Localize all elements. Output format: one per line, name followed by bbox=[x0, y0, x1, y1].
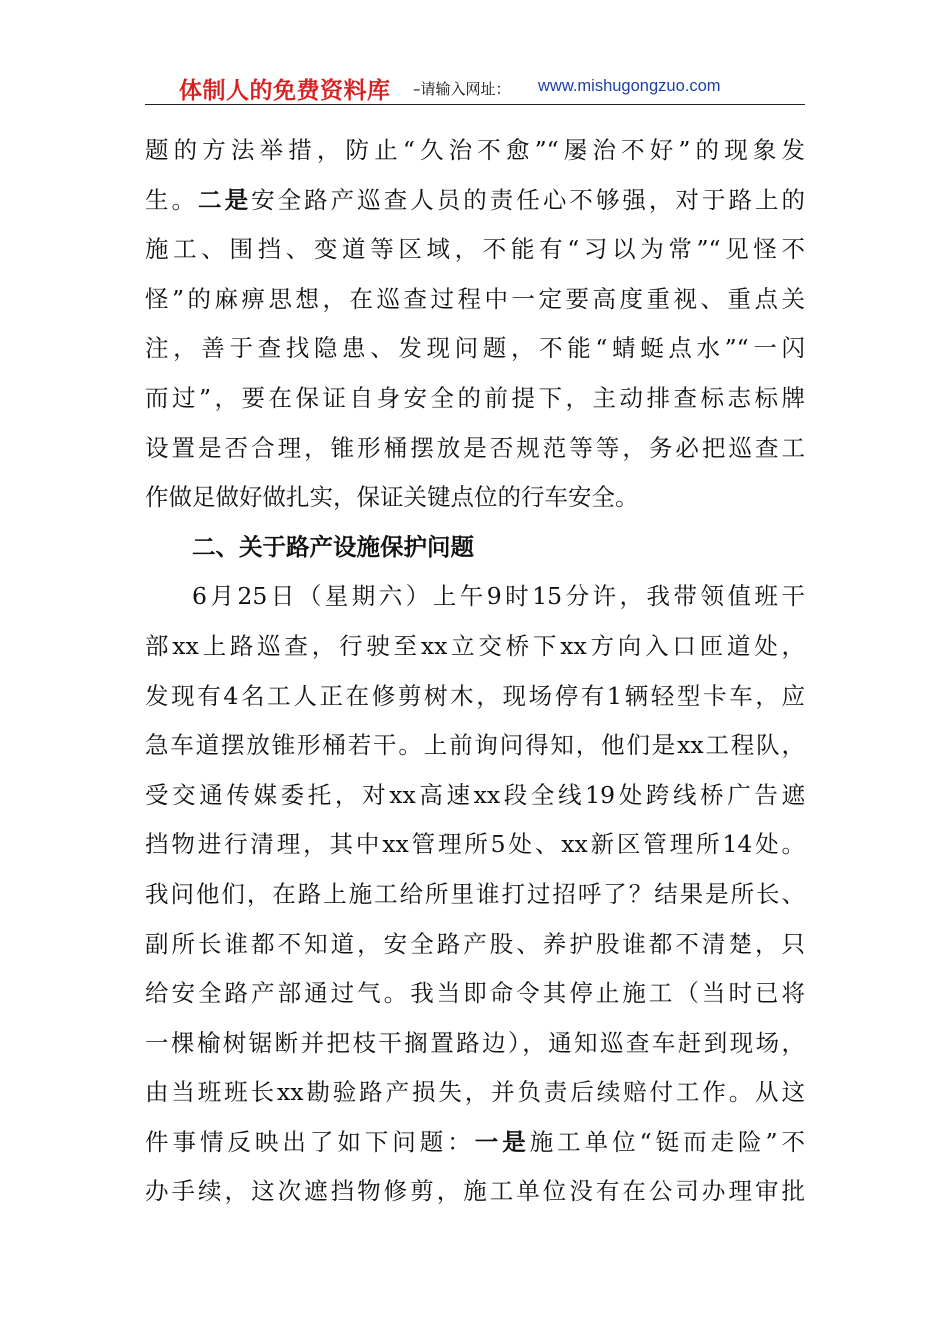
header-url-link[interactable]: www.mishugongzuo.com bbox=[538, 77, 721, 95]
text-run: 施工单位“铤而走险”不 bbox=[529, 1127, 806, 1156]
text-line: 怪”的麻痹思想，在巡查过程中一定要高度重视、重点关 bbox=[145, 284, 805, 313]
text-line: 发现有4名工人正在修剪树木，现场停有1辆轻型卡车，应 bbox=[145, 681, 805, 710]
text-line: 注，善于查找隐患、发现问题，不能“蜻蜓点水”“一闪 bbox=[145, 334, 805, 363]
text-line: 一棵榆树锯断并把枝干搁置路边），通知巡查车赶到现场， bbox=[145, 1028, 805, 1057]
text-run: 件事情反映出了如下问题： bbox=[145, 1127, 475, 1156]
text-line: 受交通传媒委托，对xx高速xx段全线19处跨线桥广告遮 bbox=[145, 780, 805, 809]
text-run: 安全路产巡查人员的责任心不够强，对于路上的 bbox=[251, 185, 806, 214]
bold-marker: 二是 bbox=[198, 185, 252, 214]
text-line: 设置是否合理，锥形桶摆放是否规范等等，务必把巡查工 bbox=[145, 433, 805, 462]
text-line: 给安全路产部通过气。我当即命令其停止施工（当时已将 bbox=[145, 979, 805, 1008]
text-line: 部xx上路巡查，行驶至xx立交桥下xx方向入口匝道处， bbox=[145, 631, 805, 660]
text-line: 副所长谁都不知道，安全路产股、养护股谁都不清楚，只 bbox=[145, 929, 805, 958]
text-line: 急车道摆放锥形桶若干。上前询问得知，他们是xx工程队， bbox=[145, 731, 805, 760]
section-heading: 二、关于路产设施保护问题 bbox=[192, 532, 474, 561]
text-line bbox=[145, 176, 805, 226]
header-brand: 体制人的免费资料库 bbox=[179, 78, 391, 104]
page-header bbox=[145, 70, 805, 105]
bold-marker: 一是 bbox=[474, 1127, 530, 1156]
text-line: 由当班班长xx勘验路产损失，并负责后续赔付工作。从这 bbox=[145, 1078, 805, 1107]
text-line: 6月25日（星期六）上午9时15分许，我带领值班干 bbox=[192, 582, 805, 611]
text-line: 我问他们，在路上施工给所里谁打过招呼了？结果是所长、 bbox=[145, 879, 805, 908]
document-body bbox=[145, 126, 805, 1217]
text-line: 办手续，这次遮挡物修剪，施工单位没有在公司办理审批 bbox=[145, 1177, 805, 1206]
text-line: 挡物进行清理，其中xx管理所5处、xx新区管理所14处。 bbox=[145, 830, 805, 859]
text-line bbox=[145, 1118, 805, 1168]
text-line: 题的方法举措，防止“久治不愈”“屡治不好”的现象发 bbox=[145, 136, 805, 164]
text-line: 施工、围挡、变道等区域，不能有“习以为常”“见怪不 bbox=[145, 235, 805, 264]
text-run: 生。 bbox=[145, 185, 199, 214]
text-line: 而过”，要在保证自身安全的前提下，主动排查标志标牌 bbox=[145, 383, 805, 412]
text-line: 作做足做好做扎实，保证关键点位的行车安全。 bbox=[145, 483, 639, 512]
header-note: –请输入网址： bbox=[413, 80, 511, 98]
